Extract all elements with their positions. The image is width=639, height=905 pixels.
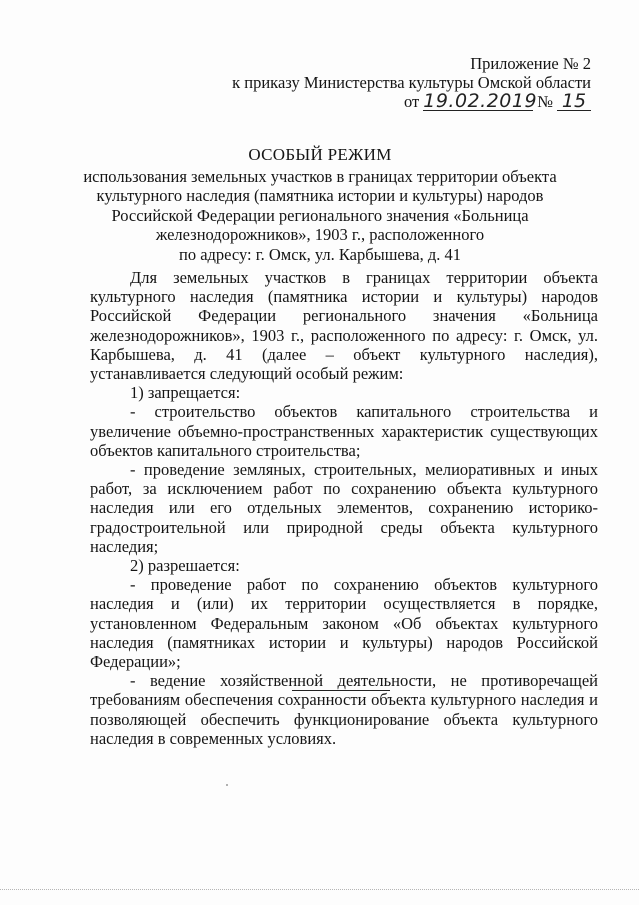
document-header xyxy=(232,54,591,111)
title-subline: использования земельных участков в границах территории объекта xyxy=(83,166,557,186)
scan-speck xyxy=(226,784,228,786)
title-subline: железнодорожников», 1903 г., расположенного xyxy=(155,225,485,244)
handwritten-number: 15 xyxy=(557,92,591,111)
order-reference: к приказу Министерства культуры Омской области xyxy=(232,73,591,92)
section-prohibited-heading: 1) запрещается: xyxy=(130,383,241,403)
date-prefix: от xyxy=(404,92,420,111)
title-subline: культурного наследия (памятника истории и культуры) народов xyxy=(96,186,544,205)
title-subline: по адресу: г. Омск, ул. Карбышева, д. 41 xyxy=(178,244,462,264)
title-subline: Российской Федерации регионального значения «Больница xyxy=(111,205,529,225)
number-prefix: № xyxy=(537,92,553,111)
scan-bottom-edge xyxy=(0,889,639,890)
closing-divider xyxy=(292,690,390,691)
appendix-label: Приложение № 2 xyxy=(470,54,591,73)
order-date-line xyxy=(232,92,591,111)
prohibited-item: - строительство объектов капитального строительства и увеличение объемно-пространственных характеристик существующих объектов капитального строительства; xyxy=(90,402,598,460)
document-title-block xyxy=(80,145,560,264)
document-title: ОСОБЫЙ РЕЖИМ xyxy=(248,145,392,164)
handwritten-date: 19.02.2019 xyxy=(423,90,538,112)
permitted-item: - проведение работ по сохранению объектов культурного наследия и (или) их территории осуществляется в порядке, установленном Федеральным законом «Об объектах культурного наследия (памятниках истории и культуры) народов Российской Федерации»; xyxy=(90,575,598,672)
permitted-item: - ведение хозяйственной деятельности, не противоречащей требованиям обеспечения сохранности объекта культурного наследия и позволяющей обеспечить функционирование объекта культурного наследия в современных условиях. xyxy=(90,671,598,748)
prohibited-item: - проведение земляных, строительных, мелиоративных и иных работ, за исключением работ по сохранению объекта культурного наследия или его отдельных элементов, сохранению историко-градостроительной или природной среды объекта культурного наследия; xyxy=(90,460,598,556)
document-body xyxy=(90,268,598,748)
section-permitted-heading: 2) разрешается: xyxy=(130,556,240,576)
intro-paragraph: Для земельных участков в границах территории объекта культурного наследия (памятника истории и культуры) народов Российской Федерации регионального значения «Больница железнодорожников», 1903 г., расположенного по адресу: г. Омск, ул. Карбышева, д. 41 (далее – объект культурного наследия), устанавливается следующий особый режим: xyxy=(90,268,598,384)
